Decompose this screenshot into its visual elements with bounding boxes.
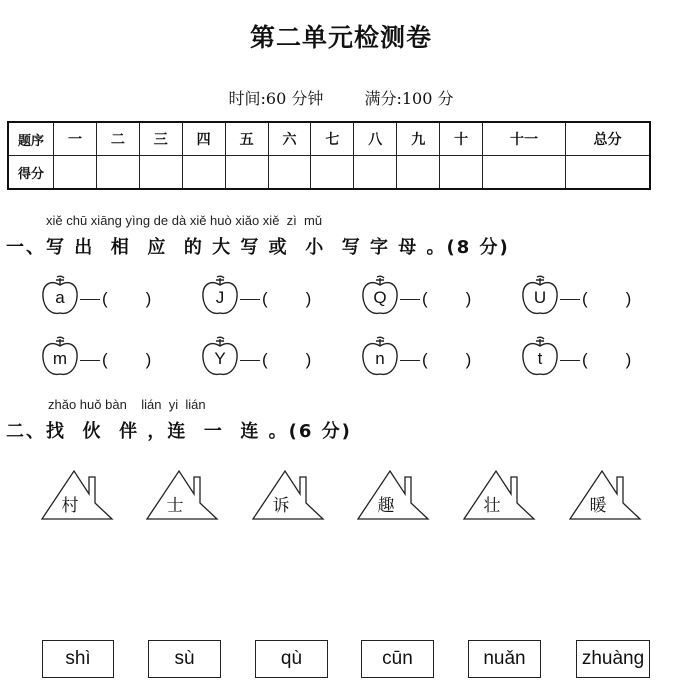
score-cell[interactable] [397, 156, 440, 190]
apple-icon [40, 281, 80, 317]
apple-icon [360, 342, 400, 378]
close-paren: ) [305, 289, 312, 308]
house-card[interactable] [145, 467, 221, 523]
apple-item [40, 340, 151, 380]
pinyin-box[interactable]: zhuàng [576, 640, 650, 678]
apple-letter: a [55, 288, 65, 307]
section2-pinyin: zhǎo huǒ bàn lián yi lián [48, 397, 206, 412]
apple-letter: t [537, 349, 543, 368]
pinyin-box[interactable]: cūn [361, 640, 434, 678]
open-paren: ( [262, 350, 268, 369]
page-title: 第二单元检测卷 [249, 23, 432, 52]
close-paren: ) [625, 289, 632, 308]
apple-item [520, 279, 631, 319]
col-header: 二 [96, 122, 139, 156]
open-paren: ( [102, 289, 108, 308]
apple-item [520, 340, 631, 380]
score-table [7, 121, 651, 190]
col-header: 四 [182, 122, 225, 156]
house-card[interactable] [462, 467, 538, 523]
score-cell[interactable] [354, 156, 397, 190]
apple-icon [200, 281, 240, 317]
close-paren: ) [465, 289, 472, 308]
apple-letter: Q [373, 288, 387, 307]
apple-letter: n [375, 349, 385, 368]
house-card[interactable] [40, 467, 116, 523]
pinyin-box[interactable]: qù [255, 640, 328, 678]
close-paren: ) [625, 350, 632, 369]
col-header: 十 [440, 122, 483, 156]
pinyin-box[interactable]: sù [148, 640, 221, 678]
connector-line [560, 360, 580, 361]
house-character: 诉 [272, 496, 290, 516]
connector-line [400, 360, 420, 361]
col-header: 十一 [483, 122, 566, 156]
apple-icon [520, 342, 560, 378]
apple-item [40, 279, 151, 319]
exam-meta [0, 86, 682, 109]
score-cell[interactable] [225, 156, 268, 190]
close-paren: ) [145, 350, 152, 369]
apple-letter: U [533, 288, 547, 307]
connector-line [240, 360, 260, 361]
connector-line [400, 299, 420, 300]
house-character: 村 [61, 496, 79, 516]
pinyin-box[interactable]: nuǎn [468, 640, 541, 678]
score-table-score-row [8, 156, 650, 190]
pinyin-box[interactable]: shì [42, 640, 114, 678]
apple-icon [360, 281, 400, 317]
house-character: 壮 [483, 496, 501, 516]
col-header: 六 [268, 122, 311, 156]
col-header-total: 总分 [566, 122, 650, 156]
section1-pinyin: xiě chū xiāng yìng de dà xiě huò xiǎo xiě zì mǔ [46, 213, 323, 228]
col-header: 五 [225, 122, 268, 156]
score-cell-total[interactable] [566, 156, 650, 190]
row-label-question-number: 题序 [8, 122, 54, 156]
open-paren: ( [422, 289, 428, 308]
connector-line [560, 299, 580, 300]
close-paren: ) [305, 350, 312, 369]
score-cell[interactable] [483, 156, 566, 190]
apple-letter: Y [214, 349, 226, 368]
apple-item [360, 279, 471, 319]
open-paren: ( [582, 350, 588, 369]
score-cell[interactable] [311, 156, 354, 190]
apple-icon [200, 342, 240, 378]
score-cell[interactable] [268, 156, 311, 190]
close-paren: ) [465, 350, 472, 369]
col-header: 一 [54, 122, 97, 156]
score-cell[interactable] [139, 156, 182, 190]
col-header: 八 [354, 122, 397, 156]
section2-heading: 二、找 伙 伴 ，连 一 连 。(6 分) [6, 421, 352, 442]
house-card[interactable] [568, 467, 644, 523]
apple-item [200, 279, 311, 319]
open-paren: ( [102, 350, 108, 369]
house-character: 趣 [377, 496, 395, 516]
connector-line [80, 360, 100, 361]
col-header: 三 [139, 122, 182, 156]
house-card[interactable] [251, 467, 327, 523]
apple-item [200, 340, 311, 380]
section1-heading: 一、写 出 相 应 的 大 写 或 小 写 字 母 。(8 分) [6, 237, 510, 258]
score-cell[interactable] [96, 156, 139, 190]
apple-icon [40, 342, 80, 378]
score-cell[interactable] [54, 156, 97, 190]
apple-letter: J [215, 288, 225, 307]
connector-line [80, 299, 100, 300]
house-card[interactable] [356, 467, 432, 523]
apple-letter: m [52, 349, 68, 368]
score-cell[interactable] [440, 156, 483, 190]
house-character: 暖 [589, 496, 607, 516]
col-header: 九 [397, 122, 440, 156]
col-header: 七 [311, 122, 354, 156]
apple-item [360, 340, 471, 380]
score-table-header-row [8, 122, 650, 156]
score-cell[interactable] [182, 156, 225, 190]
open-paren: ( [422, 350, 428, 369]
house-character: 士 [166, 496, 184, 516]
close-paren: ) [145, 289, 152, 308]
time-limit: 时间:60 分钟 [228, 89, 324, 108]
full-score: 满分:100 分 [364, 89, 454, 108]
apple-icon [520, 281, 560, 317]
open-paren: ( [582, 289, 588, 308]
connector-line [240, 299, 260, 300]
open-paren: ( [262, 289, 268, 308]
row-label-score: 得分 [8, 156, 54, 190]
